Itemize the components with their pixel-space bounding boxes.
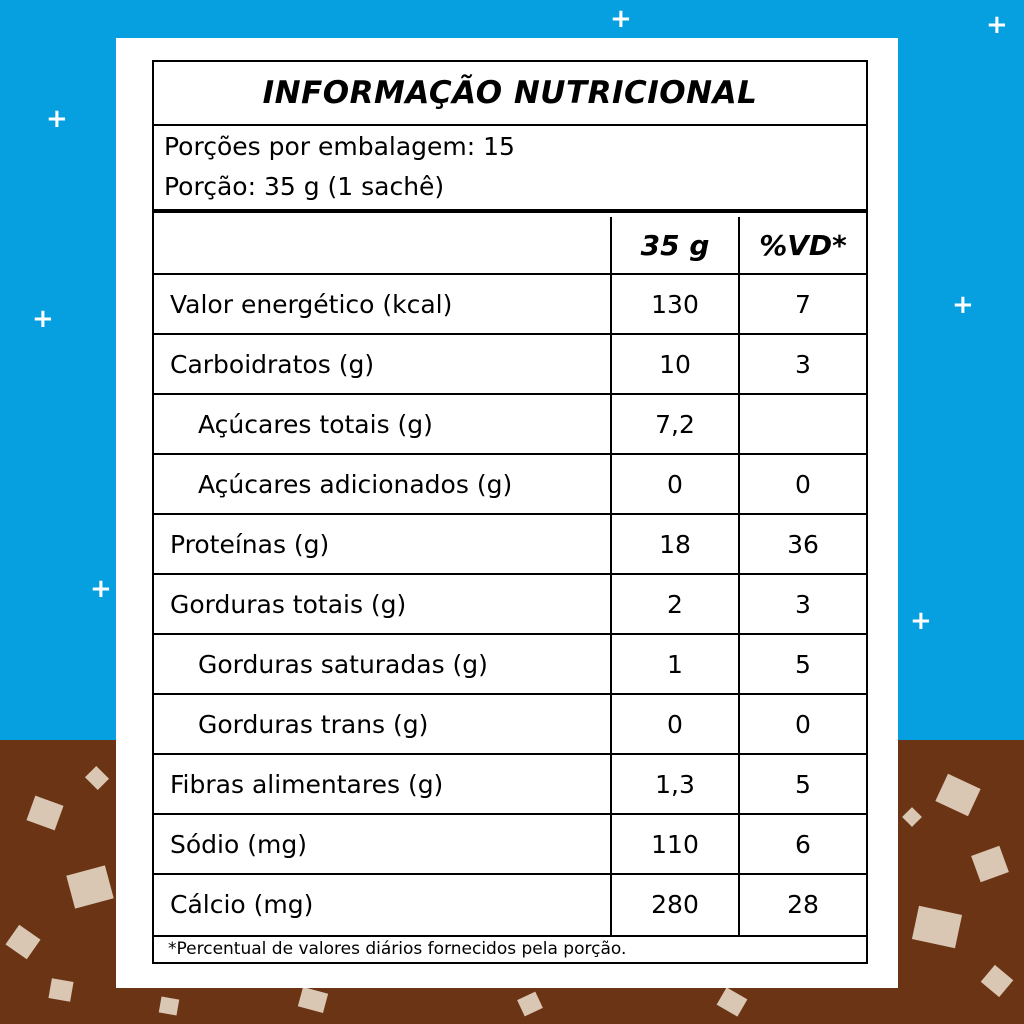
nutrient-dv: 7	[795, 289, 811, 319]
nutrition-table	[152, 60, 868, 964]
nutrient-name: Açúcares adicionados (g)	[198, 469, 513, 499]
amount-column-header: 35 g	[640, 228, 710, 262]
chip	[971, 846, 1009, 883]
thick-divider	[154, 209, 866, 213]
sparkle-icon: +	[46, 104, 68, 134]
nutrient-dv: 0	[795, 469, 811, 499]
nutrient-amount: 2	[667, 589, 683, 619]
nutrient-dv: 5	[795, 769, 811, 799]
chip	[517, 992, 543, 1017]
nutrient-dv: 3	[795, 589, 811, 619]
chip	[902, 807, 922, 827]
nutrient-name: Gorduras totais (g)	[170, 589, 407, 619]
nutrient-amount: 10	[659, 349, 691, 379]
chip	[26, 796, 63, 831]
sparkle-icon: +	[32, 304, 54, 334]
chip	[5, 925, 40, 960]
nutrient-amount: 110	[651, 829, 699, 859]
chip	[981, 965, 1014, 997]
nutrient-amount: 7,2	[655, 409, 695, 439]
nutrient-amount: 0	[667, 709, 683, 739]
nutrient-amount: 0	[667, 469, 683, 499]
nutrient-dv	[740, 394, 866, 454]
nutrient-dv: 3	[795, 349, 811, 379]
nutrient-dv: 6	[795, 829, 811, 859]
chip	[298, 987, 328, 1013]
footnote-divider	[154, 935, 866, 937]
nutrient-amount: 1	[667, 649, 683, 679]
serving-size: Porção: 35 g (1 sachê)	[164, 172, 445, 201]
chip	[48, 978, 73, 1002]
footnote: *Percentual de valores diários fornecidos pela porção.	[168, 939, 627, 959]
sparkle-icon: +	[986, 10, 1008, 40]
sparkle-icon: +	[610, 4, 632, 34]
chip	[912, 906, 962, 948]
servings-per-package: Porções por embalagem: 15	[164, 132, 515, 161]
nutrient-name: Gorduras trans (g)	[198, 709, 429, 739]
nutrient-amount: 1,3	[655, 769, 695, 799]
sparkle-icon: +	[952, 290, 974, 320]
nutrient-name: Sódio (mg)	[170, 829, 307, 859]
nutrient-name: Gorduras saturadas (g)	[198, 649, 488, 679]
nutrient-dv: 5	[795, 649, 811, 679]
nutrient-amount: 130	[651, 289, 699, 319]
nutrient-amount: 18	[659, 529, 691, 559]
nutrient-name: Valor energético (kcal)	[170, 289, 453, 319]
label-title: INFORMAÇÃO NUTRICIONAL	[154, 62, 866, 126]
chip	[85, 766, 109, 790]
nutrient-dv: 28	[787, 889, 819, 919]
dv-column-header: %VD*	[759, 228, 847, 262]
nutrient-name: Açúcares totais (g)	[198, 409, 433, 439]
chip	[159, 997, 180, 1016]
nutrient-name: Carboidratos (g)	[170, 349, 375, 379]
nutrient-name: Cálcio (mg)	[170, 889, 314, 919]
nutrient-dv: 0	[795, 709, 811, 739]
nutrient-name: Proteínas (g)	[170, 529, 330, 559]
nutrient-name: Fibras alimentares (g)	[170, 769, 444, 799]
nutrient-dv: 36	[787, 529, 819, 559]
chip	[66, 865, 113, 908]
sparkle-icon: +	[90, 574, 112, 604]
sparkle-icon: +	[910, 606, 932, 636]
chip	[935, 774, 980, 816]
chip	[717, 987, 748, 1016]
nutrient-amount: 280	[651, 889, 699, 919]
